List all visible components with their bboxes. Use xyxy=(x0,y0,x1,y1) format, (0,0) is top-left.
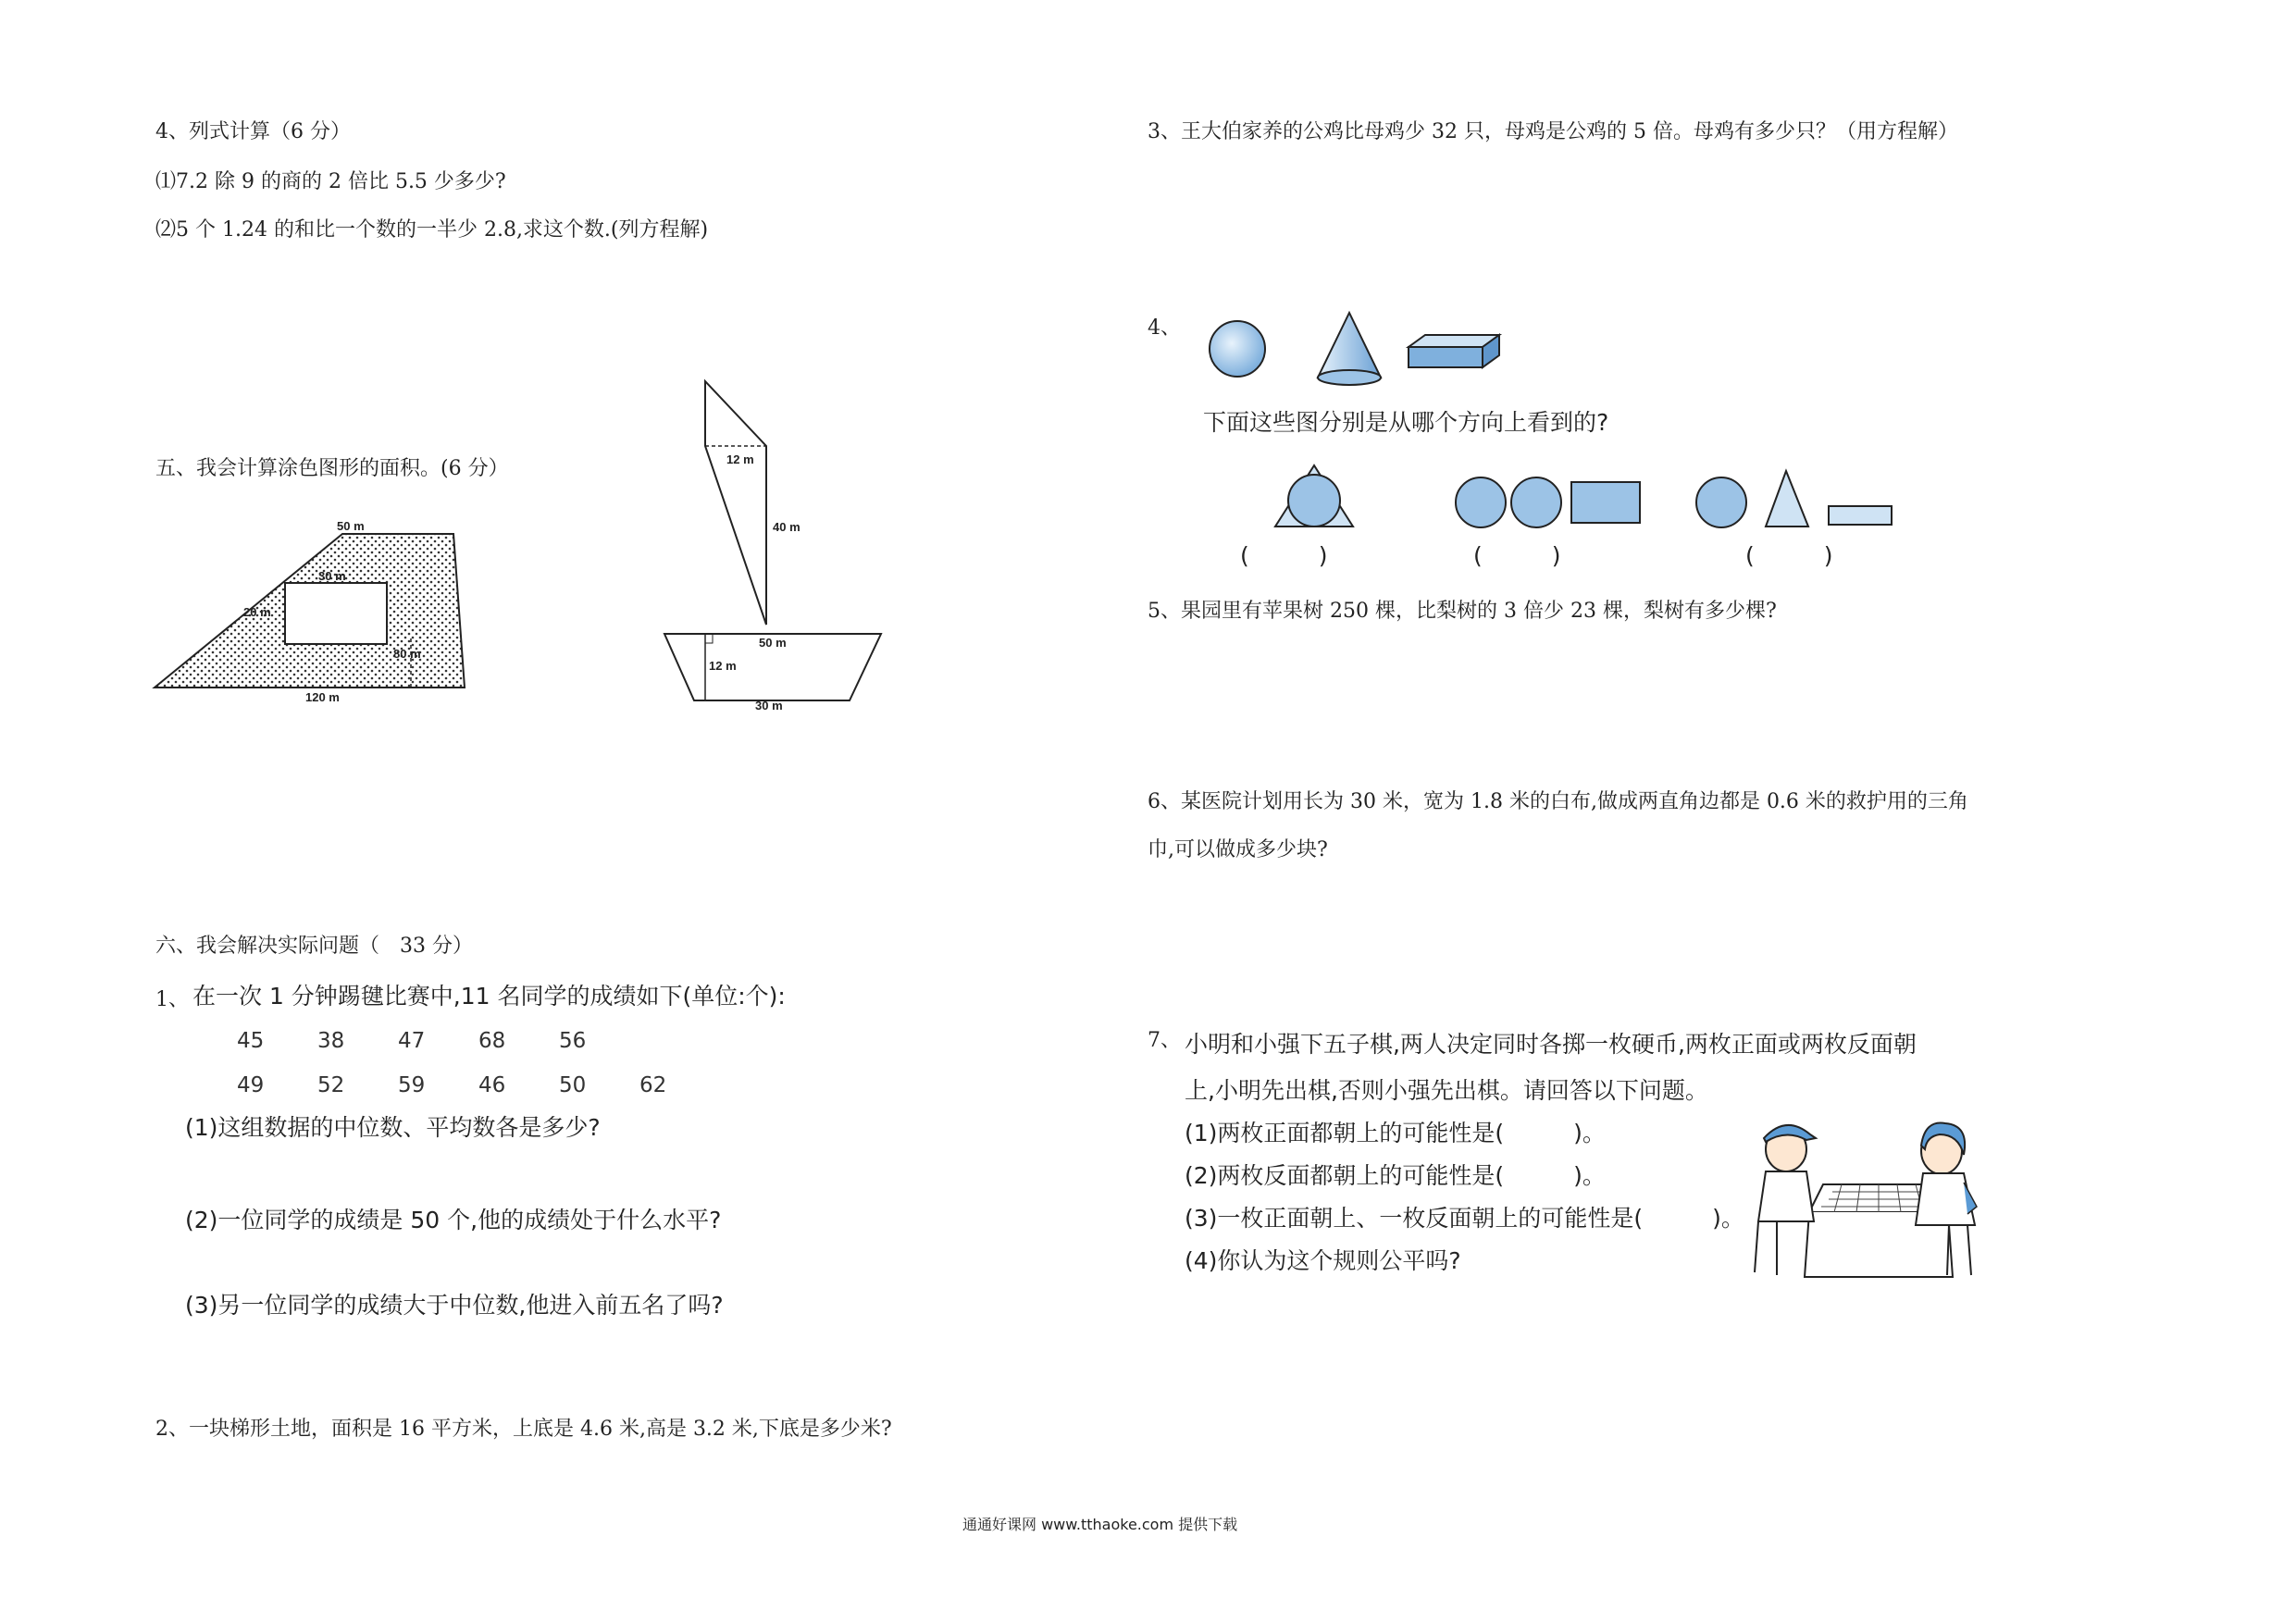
fig2-sail-top-label: 12 m xyxy=(726,452,754,466)
q7-sub1: (1)两枚正面都朝上的可能性是( )。 xyxy=(1185,1120,1606,1146)
q1-data-value: 49 xyxy=(237,1073,265,1097)
q7-sub2: (2)两枚反面都朝上的可能性是( )。 xyxy=(1185,1162,1606,1189)
q1-data-value: 62 xyxy=(639,1073,667,1097)
fig1-top-label: 50 m xyxy=(337,519,365,533)
q4r-number: 4、 xyxy=(1148,316,1181,340)
q1-data-value: 50 xyxy=(559,1073,587,1097)
q2-text: 2、一块梯形土地，面积是 16 平方米，上底是 4.6 米,高是 3.2 米,下底是多少米? xyxy=(155,1418,892,1441)
q3-text: 3、王大伯家养的公鸡比母鸡少 32 只，母鸡是公鸡的 5 倍。母鸡有多少只？（用方程解） xyxy=(1148,120,1958,143)
q4-title: 4、列式计算（6 分） xyxy=(155,120,351,143)
view-answer-blank[interactable]: ( ) xyxy=(1745,542,1833,569)
q1-sub1: (1)这组数据的中位数、平均数各是多少? xyxy=(185,1114,601,1141)
q4-sub1: ⑴7.2 除 9 的商的 2 倍比 5.5 少多少? xyxy=(155,170,506,193)
q7-sub3: (3)一枚正面朝上、一枚反面朝上的可能性是( )。 xyxy=(1185,1205,1744,1232)
q6-line2: 巾,可以做成多少块? xyxy=(1148,838,1328,861)
q1-data-value: 45 xyxy=(237,1029,265,1053)
q1-intro: 在一次 1 分钟踢毽比赛中,11 名同学的成绩如下(单位:个): xyxy=(192,983,786,1010)
q6-line1: 6、某医院计划用长为 30 米，宽为 1.8 米的白布,做成两直角边都是 0.6 米的救护用的三角 xyxy=(1148,790,1968,813)
fig1-inner-top-label: 30 m xyxy=(318,569,346,583)
q1-number: 1、 xyxy=(155,988,189,1011)
fig2-boat-bottom-label: 30 m xyxy=(755,699,783,712)
q7-sub4: (4)你认为这个规则公平吗? xyxy=(1185,1247,1461,1274)
view-diagrams xyxy=(1259,458,1906,541)
fig1-bottom-label: 120 m xyxy=(305,690,340,704)
fig2-boat-top-label: 50 m xyxy=(759,636,787,650)
fig2-boat-height-label: 12 m xyxy=(709,659,737,673)
q7-line2: 上,小明先出棋,否则小强先出棋。请回答以下问题。 xyxy=(1185,1077,1708,1104)
footer-credit: 通通好课网 www.tthaoke.com 提供下载 xyxy=(962,1516,1238,1533)
fig2-sail-height-label: 40 m xyxy=(773,520,800,534)
kids-playing-illustration xyxy=(1749,1110,1980,1286)
solid-objects xyxy=(1203,305,1508,389)
section6-title: 六、我会解决实际问题（ 33 分） xyxy=(155,935,473,958)
q1-data-value: 47 xyxy=(398,1029,426,1053)
q4-sub2: ⑵5 个 1.24 的和比一个数的一半少 2.8,求这个数.(列方程解) xyxy=(155,218,709,242)
q7-line1: 小明和小强下五子棋,两人决定同时各掷一枚硬币,两枚正面或两枚反面朝 xyxy=(1185,1031,1917,1058)
view-answer-blank[interactable]: ( ) xyxy=(1240,542,1328,569)
section5-title: 五、我会计算涂色图形的面积。(6 分） xyxy=(155,457,509,480)
fig1-inner-left-label: 20 m xyxy=(243,605,271,619)
q1-data-value: 38 xyxy=(317,1029,345,1053)
q1-sub2: (2)一位同学的成绩是 50 个,他的成绩处于什么水平? xyxy=(185,1207,722,1233)
q1-data-value: 56 xyxy=(559,1029,587,1053)
q1-sub3: (3)另一位同学的成绩大于中位数,他进入前五名了吗? xyxy=(185,1292,724,1319)
q1-data-value: 68 xyxy=(478,1029,506,1053)
q1-data-value: 52 xyxy=(317,1073,345,1097)
q5-text: 5、果园里有苹果树 250 棵，比梨树的 3 倍少 23 棵，梨树有多少棵? xyxy=(1148,600,1777,623)
q1-data-value: 59 xyxy=(398,1073,426,1097)
fig1-height-label: 80 m xyxy=(393,647,421,661)
view-answer-blank[interactable]: ( ) xyxy=(1473,542,1561,569)
trapezoid-figure xyxy=(148,514,472,708)
sailboat-figure xyxy=(648,379,898,722)
q7-number: 7、 xyxy=(1148,1029,1181,1052)
q4r-prompt: 下面这些图分别是从哪个方向上看到的? xyxy=(1203,409,1609,436)
q1-data-value: 46 xyxy=(478,1073,506,1097)
